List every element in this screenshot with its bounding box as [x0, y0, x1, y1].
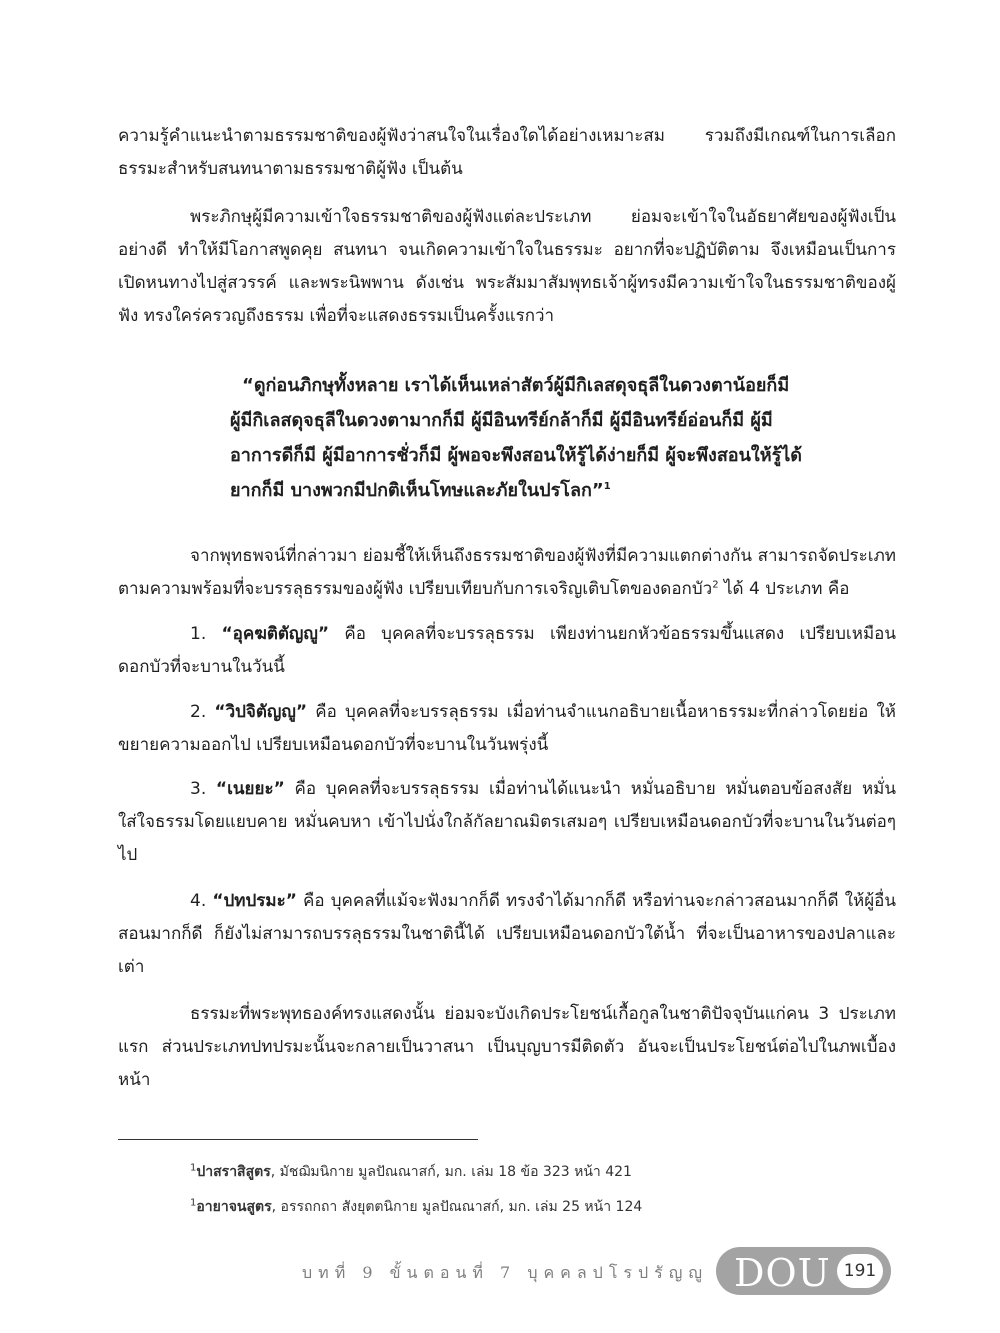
- footnote-title: อายาจนสูตร: [196, 1199, 272, 1215]
- footnote-divider: [118, 1139, 478, 1140]
- classification-text-end: ได้ 4 ประเภท คือ: [718, 579, 850, 599]
- dou-logo-badge: [716, 1247, 891, 1295]
- item-number: 4.: [190, 891, 213, 911]
- page-number: 191: [837, 1254, 883, 1288]
- item-description: คือ บุคคลที่จะบรรลุธรรม เมื่อท่านได้แนะนำ หมั่นอธิบาย หมั่นตอบข้อสงสัย หมั่นใส่ใจธรรมโดยแยบคาย หมั่นคบหา เข้าไปนั่งใกล้กัลยาณมิตรเสมอๆ เปรียบเหมือนดอกบัวที่จะบานในวันต่อๆ ไป: [118, 779, 896, 865]
- classification-text: จากพุทธพจน์ที่กล่าวมา ย่อมชี้ให้เห็นถึงธรรมชาติของผู้ฟังที่มีความแตกต่างกัน สามารถจัดประเภทตามความพร้อมที่จะบรรลุธรรมของผู้ฟัง เปรียบเทียบกับการเจริญเติบโตของดอกบัว: [118, 546, 896, 599]
- item-description: คือ บุคคลที่จะบรรลุธรรม เมื่อท่านจำแนกอธิบายเนื้อหาธรรมะที่กล่าวโดยย่อ ให้ขยายความออกไป เปรียบเหมือนดอกบัวที่จะบานในวันพรุ่งนี้: [118, 702, 896, 755]
- item-description: คือ บุคคลที่จะบรรลุธรรม เพียงท่านยกหัวข้อธรรมขึ้นแสดง เปรียบเหมือนดอกบัวที่จะบานในวันนี้: [118, 624, 896, 677]
- item-term: “อุคฆติตัญญู”: [221, 624, 330, 644]
- footnote-title: ปาสราสิสูตร: [196, 1164, 271, 1180]
- chapter-footer: บทที่ 9 ขั้นตอนที่ 7 บุคคลปโรปรัญญู: [302, 1263, 709, 1282]
- item-description: คือ บุคคลที่แม้จะฟังมากก็ดี ทรงจำได้มากก็ดี หรือท่านจะกล่าวสอนมากก็ดี ให้ผู้อื่นสอนมากก็ดี ก็ยังไม่สามารถบรรลุธรรมในชาตินี้ได้ เปรียบเหมือนดอกบัวใต้น้ำ ที่จะเป็นอาหารของปลาและเต่า: [118, 891, 896, 977]
- list-item-2: [118, 696, 896, 762]
- footnote-marker: 1: [190, 1162, 197, 1174]
- item-term: “เนยยะ”: [215, 779, 285, 799]
- dou-logo: DOU: [734, 1251, 831, 1295]
- item-term: “วิปจิตัญญู”: [214, 702, 308, 722]
- item-number: 3.: [190, 779, 216, 799]
- item-term: “ปทปรมะ”: [212, 891, 297, 911]
- list-item-3: [118, 773, 896, 872]
- paragraph-conclusion: ธรรมะที่พระพุทธองค์ทรงแสดงนั้น ย่อมจะบังเกิดประโยชน์เกื้อกูลในชาติปัจจุบันแก่คน 3 ประเภทแรก ส่วนประเภทปทปรมะนั้นจะกลายเป็นวาสนา เป็นบุญบารมีติดตัว อันจะเป็นประโยชน์ต่อไปในภพเบื้องหน้า: [118, 1004, 896, 1090]
- quote-footnote-ref: 1: [603, 481, 611, 492]
- item-number: 1.: [190, 624, 222, 644]
- buddha-quote: [230, 368, 802, 508]
- item-number: 2.: [190, 702, 215, 722]
- quote-text: “ดูก่อนภิกษุทั้งหลาย เราได้เห็นเหล่าสัตว์ผู้มีกิเลสดุจธุลีในดวงตาน้อยก็มี ผู้มีกิเลสดุจธุลีในดวงตามากก็มี ผู้มีอินทรีย์กล้าก็มี ผู้มีอินทรีย์อ่อนก็มี ผู้มีอาการดีก็มี ผู้มีอาการชั่วก็มี ผู้พอจะพึงสอนให้รู้ได้ง่ายก็มี ผู้จะพึงสอนให้รู้ได้ยากก็มี บางพวกมีปกติเห็นโทษและภัยในปรโลก”: [230, 375, 802, 501]
- list-item-4: [118, 885, 896, 984]
- footnote-text: , มัชฌิมนิกาย มูลปัณณาสก์, มก. เล่ม 18 ข้อ 323 หน้า 421: [270, 1164, 632, 1180]
- footnote-marker: 1: [190, 1197, 197, 1209]
- list-item-1: [118, 618, 896, 684]
- paragraph-monk-understanding: พระภิกษุผู้มีความเข้าใจธรรมชาติของผู้ฟังแต่ละประเภท ย่อมจะเข้าใจในอัธยาศัยของผู้ฟังเป็นอย่างดี ทำให้มีโอกาสพูดคุย สนทนา จนเกิดความเข้าใจในธรรมะ อยากที่จะปฏิบัติตาม จึงเหมือนเป็นการเปิดหนทางไปสู่สวรรค์ และพระนิพพาน ดังเช่น พระสัมมาสัมพุทธเจ้าผู้ทรงมีความเข้าใจในธรรมชาติของผู้ฟัง ทรงใคร่ครวญถึงธรรม เพื่อที่จะแสดงธรรมเป็นครั้งแรกว่า: [118, 207, 896, 326]
- paragraph-classification: [118, 540, 896, 606]
- classification-footnote-ref: 2: [712, 579, 719, 591]
- paragraph-intro: ความรู้คำแนะนำตามธรรมชาติของผู้ฟังว่าสนใจในเรื่องใดได้อย่างเหมาะสม รวมถึงมีเกณฑ์ในการเลือกธรรมะสำหรับสนทนาตามธรรมชาติผู้ฟัง เป็นต้น: [118, 126, 896, 179]
- footnote-2: [190, 1197, 642, 1217]
- footnote-text: , อรรถกถา สังยุตตนิกาย มูลปัณณาสก์, มก. เล่ม 25 หน้า 124: [271, 1199, 643, 1215]
- footnote-1: [190, 1162, 632, 1182]
